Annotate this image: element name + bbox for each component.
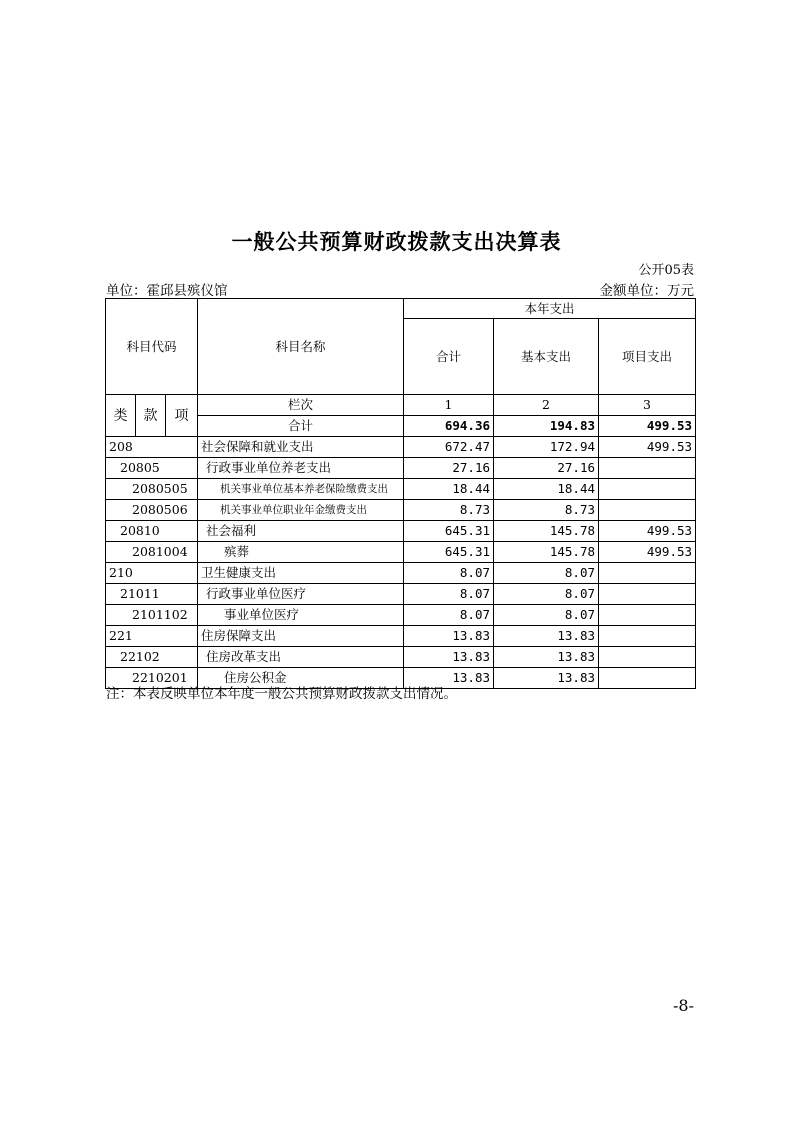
row-basic: 13.83 [494, 668, 599, 689]
row-code: 210 [106, 563, 198, 584]
row-total: 645.31 [404, 542, 494, 563]
row-name: 殡葬 [198, 542, 404, 563]
row-total: 13.83 [404, 668, 494, 689]
row-project [599, 584, 696, 605]
row-name: 社会保障和就业支出 [198, 437, 404, 458]
sum-total: 694.36 [404, 416, 494, 437]
row-name: 住房改革支出 [198, 647, 404, 668]
row-total: 13.83 [404, 626, 494, 647]
row-name: 行政事业单位养老支出 [198, 458, 404, 479]
row-code: 20810 [106, 521, 198, 542]
row-total: 27.16 [404, 458, 494, 479]
row-code: 21011 [106, 584, 198, 605]
row-basic: 145.78 [494, 521, 599, 542]
header-code: 科目代码 [106, 299, 198, 395]
header-total: 合计 [404, 319, 494, 395]
row-code: 208 [106, 437, 198, 458]
row-code: 2210201 [106, 668, 198, 689]
row-total: 672.47 [404, 437, 494, 458]
col-index-3: 3 [599, 395, 696, 416]
table-row [106, 605, 696, 626]
table-row [106, 521, 696, 542]
sum-basic: 194.83 [494, 416, 599, 437]
header-this-year: 本年支出 [404, 299, 696, 319]
row-name: 机关事业单位基本养老保险缴费支出 [198, 479, 404, 500]
row-name: 社会福利 [198, 521, 404, 542]
money-unit-label: 金额单位：万元 [599, 283, 694, 299]
page-number: -8- [673, 996, 694, 1015]
row-total: 8.07 [404, 563, 494, 584]
row-project [599, 647, 696, 668]
table-row [106, 437, 696, 458]
row-project [599, 500, 696, 521]
header-basic: 基本支出 [494, 319, 599, 395]
table-row [106, 626, 696, 647]
table-row [106, 563, 696, 584]
row-name: 住房公积金 [198, 668, 404, 689]
row-basic: 13.83 [494, 647, 599, 668]
row-code: 2101102 [106, 605, 198, 626]
sum-label: 合计 [198, 416, 404, 437]
row-project [599, 626, 696, 647]
page-title: 一般公共预算财政拨款支出决算表 [231, 229, 562, 254]
row-basic: 172.94 [494, 437, 599, 458]
row-project: 499.53 [599, 521, 696, 542]
table-row [106, 500, 696, 521]
row-code: 20805 [106, 458, 198, 479]
row-basic: 8.73 [494, 500, 599, 521]
row-project [599, 668, 696, 689]
row-code: 22102 [106, 647, 198, 668]
row-basic: 8.07 [494, 563, 599, 584]
row-code: 2080505 [106, 479, 198, 500]
row-basic: 8.07 [494, 584, 599, 605]
table-row [106, 647, 696, 668]
header-name: 科目名称 [198, 299, 404, 395]
row-basic: 145.78 [494, 542, 599, 563]
row-basic: 27.16 [494, 458, 599, 479]
row-project: 499.53 [599, 542, 696, 563]
row-basic: 8.07 [494, 605, 599, 626]
row-name: 卫生健康支出 [198, 563, 404, 584]
table-note: 注：本表反映单位本年度一般公共预算财政拨款支出情况。 [106, 686, 457, 702]
row-code: 2080506 [106, 500, 198, 521]
row-project [599, 458, 696, 479]
row-total: 18.44 [404, 479, 494, 500]
row-code: 221 [106, 626, 198, 647]
header-kuan: 款 [136, 395, 166, 437]
header-lei: 类 [106, 395, 136, 437]
row-name: 行政事业单位医疗 [198, 584, 404, 605]
header-project: 项目支出 [599, 319, 696, 395]
unit-label: 单位：霍邱县殡仪馆 [106, 283, 228, 299]
sum-project: 499.53 [599, 416, 696, 437]
row-project: 499.53 [599, 437, 696, 458]
row-total: 645.31 [404, 521, 494, 542]
header-lanci: 栏次 [198, 395, 404, 416]
row-basic: 13.83 [494, 626, 599, 647]
table-row [106, 584, 696, 605]
col-index-1: 1 [404, 395, 494, 416]
row-total: 8.07 [404, 605, 494, 626]
row-name: 住房保障支出 [198, 626, 404, 647]
table-row [106, 542, 696, 563]
expenditure-table [105, 298, 696, 689]
form-number: 公开05表 [638, 263, 694, 278]
row-code: 2081004 [106, 542, 198, 563]
row-total: 13.83 [404, 647, 494, 668]
table-row [106, 458, 696, 479]
row-project [599, 479, 696, 500]
row-name: 事业单位医疗 [198, 605, 404, 626]
row-name: 机关事业单位职业年金缴费支出 [198, 500, 404, 521]
row-total: 8.07 [404, 584, 494, 605]
col-index-2: 2 [494, 395, 599, 416]
row-project [599, 605, 696, 626]
header-xiang: 项 [166, 395, 198, 437]
row-basic: 18.44 [494, 479, 599, 500]
row-total: 8.73 [404, 500, 494, 521]
table-row [106, 479, 696, 500]
row-project [599, 563, 696, 584]
